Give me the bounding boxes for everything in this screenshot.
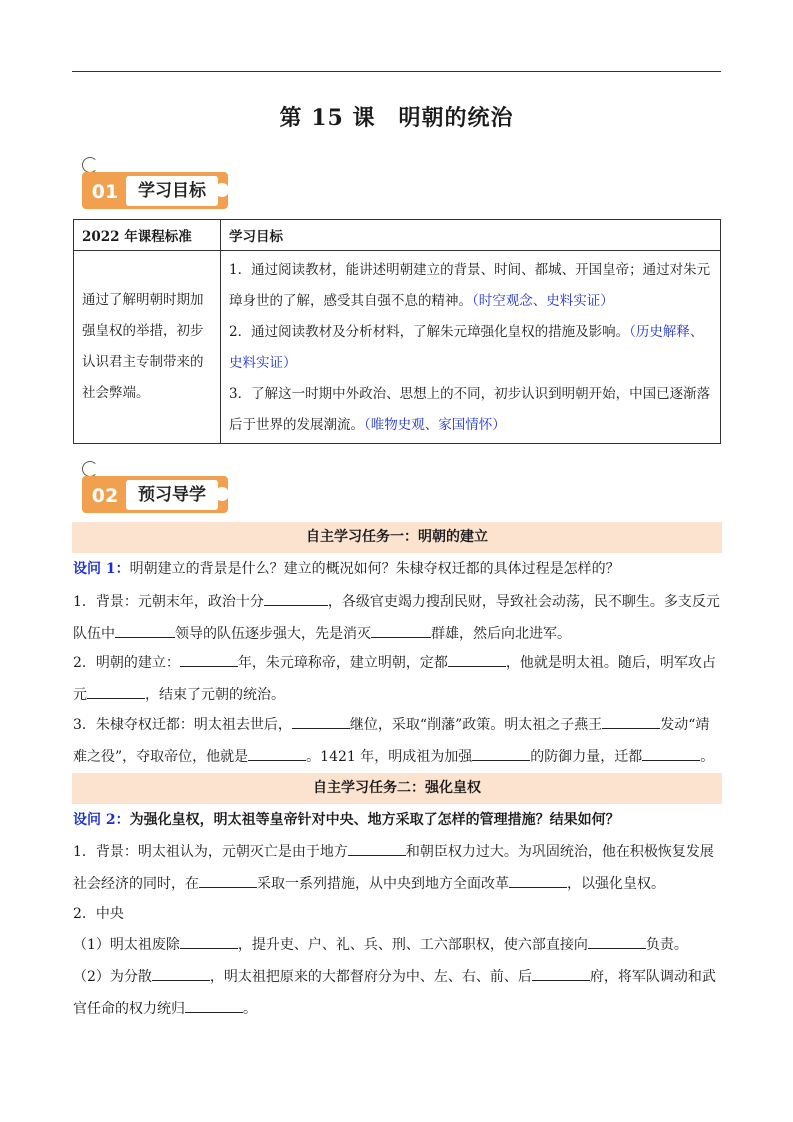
objectives-table — [73, 219, 721, 444]
fill-blank[interactable] — [115, 623, 175, 638]
fill-blank[interactable] — [152, 966, 210, 981]
task1-question: 设问 1：明朝建立的背景是什么？建立的概况如何？朱棣夺权迁都的具体过程是怎样的？ — [73, 561, 620, 577]
task1-paragraph-1: 1．背景：元朝末年，政治十分 ，各级官吏竭力搜刮民财，导致社会动荡，民不聊生。多支反元队伍中 领导的队伍逐步强大，先是消灭 群雄，然后向北进军。 — [73, 587, 723, 650]
fill-blank[interactable] — [448, 652, 506, 667]
fill-blank[interactable] — [248, 746, 306, 761]
fill-blank[interactable] — [348, 841, 406, 856]
task2-paragraph-4: （2）为分散 ，明太祖把原来的大都督府分为中、左、右、前、后 府，将军队调动和武官任命的权力统归 。 — [73, 962, 723, 1025]
fill-blank[interactable] — [588, 934, 646, 949]
section-number: 02 — [91, 485, 119, 507]
objective-item: 2．通过阅读教材及分析材料，了解朱元璋强化皇权的措施及影响。（历史解释、史料实证） — [229, 324, 704, 371]
fill-blank[interactable] — [642, 746, 700, 761]
fill-blank[interactable] — [185, 998, 243, 1013]
task2-question: 设问 2：为强化皇权，明太祖等皇帝针对中央、地方采取了怎样的管理措施？结果如何？ — [73, 812, 620, 828]
page-title: 第 15 课 明朝的统治 — [279, 105, 514, 131]
task2-paragraph-1: 1．背景：明太祖认为，元朝灭亡是由于地方 和朝臣权力过大。为巩固统治，他在积极恢复发展社会经济的同时，在 采取一系列措施，从中央到地方全面改革 ，以强化皇权。 — [73, 837, 723, 900]
fill-blank[interactable] — [180, 934, 238, 949]
section-badge-objectives — [80, 161, 230, 207]
fill-blank[interactable] — [264, 591, 328, 606]
curl-ornament-icon — [82, 157, 98, 173]
task2-heading: 自主学习任务二：强化皇权 — [72, 773, 722, 804]
fill-blank[interactable] — [532, 966, 590, 981]
section-label: 学习目标 — [126, 176, 218, 206]
task2-paragraph-2: 2．中央 — [73, 906, 124, 922]
curl-ornament-icon — [82, 461, 98, 477]
table-header-objectives: 学习目标 — [221, 220, 721, 251]
fill-blank[interactable] — [472, 746, 530, 761]
objectives-list — [221, 251, 721, 444]
objective-item: 1．通过阅读教材，能讲述明朝建立的背景、时间、都城、开国皇帝；通过对朱元璋身世的了解，感受其自强不息的精神。（时空观念、史料实证） — [229, 262, 711, 309]
fill-blank[interactable] — [509, 873, 567, 888]
curriculum-standard: 通过了解明朝时期加强皇权的举措，初步认识君主专制带来的社会弊端。 — [74, 251, 221, 444]
task1-paragraph-2: 2．明朝的建立： 年，朱元璋称帝，建立明朝，定都 ，他就是明太祖。随后，明军攻占元 ，结束了元朝的统治。 — [73, 648, 723, 711]
task2-paragraph-3: （1）明太祖废除 ，提升吏、户、礼、兵、刑、工六部职权，使六部直接向 负责。 — [73, 930, 723, 962]
objective-item: 3．了解这一时期中外政治、思想上的不同，初步认识到明朝开始，中国已逐渐落后于世界的发展潮流。（唯物史观、家国情怀） — [229, 386, 711, 433]
fill-blank[interactable] — [180, 652, 238, 667]
fill-blank[interactable] — [199, 873, 257, 888]
task1-heading: 自主学习任务一：明朝的建立 — [72, 522, 722, 553]
section-number: 01 — [91, 181, 119, 203]
header-rule — [72, 71, 721, 72]
task1-paragraph-3: 3．朱棣夺权迁都：明太祖去世后， 继位，采取“削藩”政策。明太祖之子燕王 发动“靖难之役”，夺取帝位，他就是 。1421 年，明成祖为加强 的防御力量，迁都 。 — [73, 710, 723, 773]
table-header-standard: 2022 年课程标准 — [74, 220, 221, 251]
fill-blank[interactable] — [371, 623, 431, 638]
fill-blank[interactable] — [602, 714, 660, 729]
fill-blank[interactable] — [292, 714, 350, 729]
fill-blank[interactable] — [87, 684, 145, 699]
section-label: 预习导学 — [126, 480, 218, 510]
section-badge-preview — [80, 465, 230, 511]
